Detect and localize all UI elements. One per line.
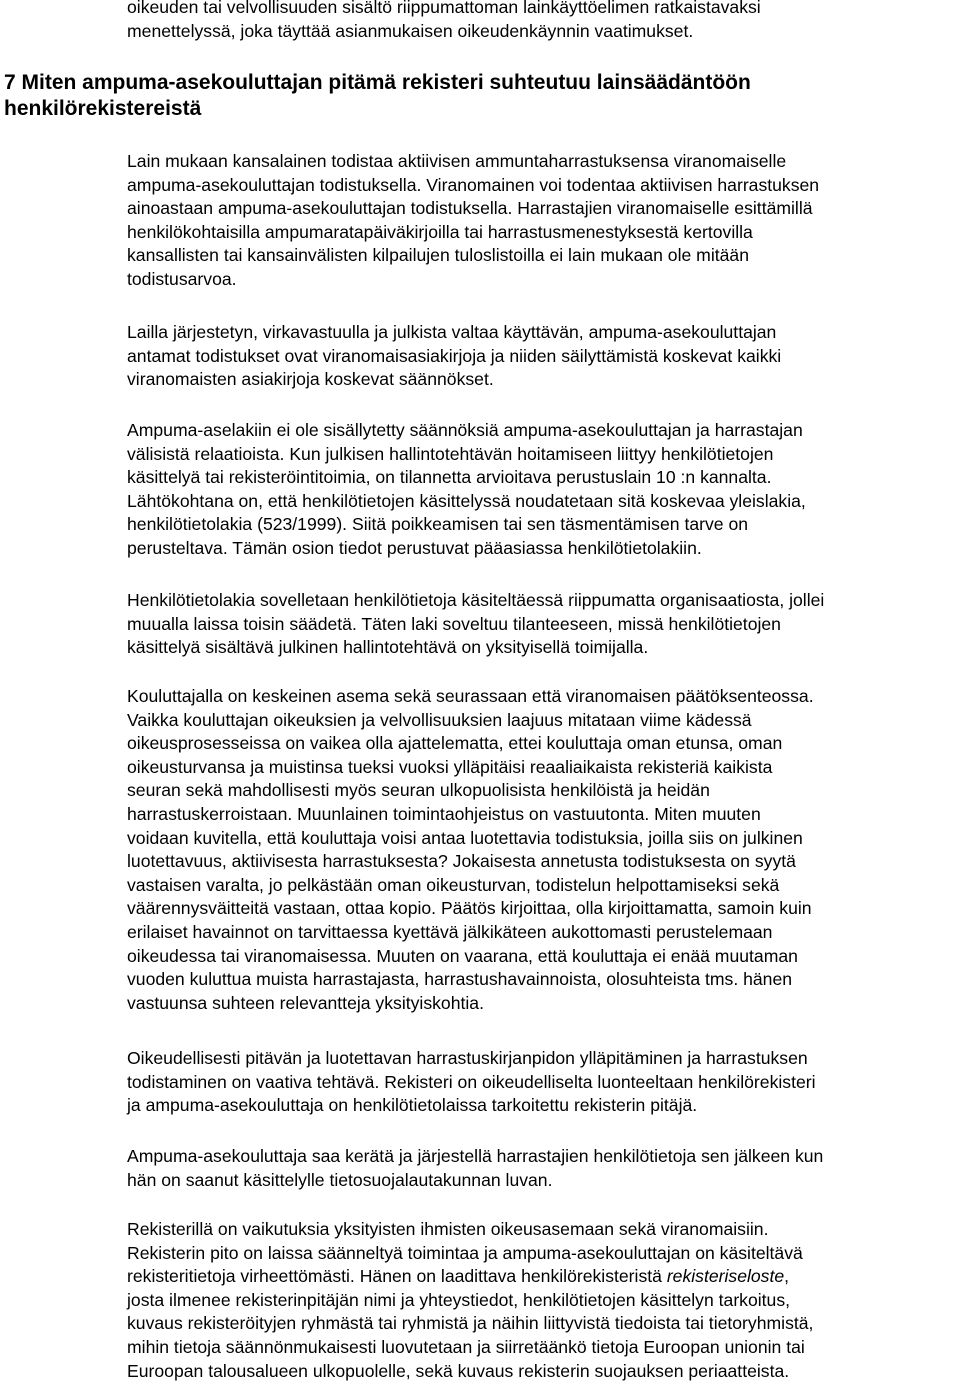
paragraph: Ampuma-asekouluttaja saa kerätä ja järjestellä harrastajien henkilötietoja sen jälkeen kun hän on saanut käsittelylle tietosuojalautakunnan luvan. — [127, 1146, 824, 1190]
italic-term: rekisteriseloste — [666, 1266, 785, 1287]
section-heading: 7 Miten ampuma-asekouluttajan pitämä rekisteri suhteutuu lainsäädäntöön henkilörekistereistä — [4, 71, 751, 120]
paragraph-continuation: oikeuden tai velvollisuuden sisältö riippumattoman lainkäyttöelimen ratkaistavaksi menettelyssä, joka täyttää asianmukaisen oikeudenkäynnin vaatimukset. — [127, 0, 761, 41]
paragraph: Lailla järjestetyn, virkavastuulla ja julkista valtaa käyttävän, ampuma-asekouluttajan antamat todistukset ovat viranomaisasiakirjoja ja niiden säilyttämistä koskevat kaikki viranomaisten asiakirjoja koskevat säännökset. — [127, 322, 782, 390]
paragraph: Henkilötietolakia sovelletaan henkilötietoja käsiteltäessä riippumatta organisaatiosta, jollei muualla laissa toisin säädetä. Täten laki soveltuu tilanteeseen, missä henkilötietojen käsittelyä sisältävä julkinen hallintotehtävä on yksityisellä toimijalla. — [127, 590, 825, 658]
paragraph-text: Rekisterillä on vaikutuksia yksityisten ihmisten oikeusasemaan sekä viranomaisiin. Rekisterin pito on laissa säänneltyä toimintaa ja ampuma-asekouluttajan on käsiteltävä rekisteritietoja virheettömästi. Hänen on laadittava henkilörekisteristä — [127, 1219, 803, 1287]
paragraph-text: , josta ilmenee rekisterinpitäjän nimi ja yhteystiedot, henkilötietojen käsittelyn tarkoitus, kuvaus rekisteröityjen ryhmästä tai ryhmistä ja näihin liittyvistä tiedoista tai tietoryhmistä, mihin tietoja säännönmukaisesti luovutetaan ja siirretäänkö tietoja Euroopan unionin tai Euroopan talousalueen ulkopuolelle, sekä kuvaus rekisterin suojauksen periaatteista. — [127, 1266, 814, 1381]
paragraph: Lain mukaan kansalainen todistaa aktiivisen ammuntaharrastuksensa viranomaiselle ampuma-asekouluttajan todistuksella. Viranomainen voi todentaa aktiivisen harrastuksen ainoastaan ampuma-asekouluttajan todistuksella. Harrastajien viranomaiselle esittämillä henkilökohtaisilla ampumaratapäiväkirjoilla tai harrastusmenestyksestä kertovilla kansallisten tai kansainvälisten kilpailujen tuloslistoilla ei lain mukaan ole mitään todistusarvoa. — [127, 151, 820, 289]
paragraph: Kouluttajalla on keskeinen asema sekä seurassaan että viranomaisen päätöksenteossa. Vaikka kouluttajan oikeuksien ja velvollisuuksien laajuus mitataan viime kädessä oikeusprosesseissa on vaikea olla ajattelematta, ettei kouluttaja oman etunsa, oman oikeusturvansa ja muistinsa tueksi vuoksi ylläpitäisi reaaliaikaista rekisteriä kaikista seuran sekä mahdollisesti myös seuran ulkopuolisista henkilöistä ja heidän harrastuskerroistaan. Muunlainen toimintaohjeistus on vastuutonta. Miten muuten voidaan kuvitella, että kouluttaja voisi antaa luotettavia todistuksia, joilla siis on julkinen luotettavuus, aktiivisesta harrastuksesta? Jokaisesta annetusta todistuksesta on syytä vastaisen varalta, jo pelkästään oman oikeusturvan, todistelun helpottamiseksi sekä väärennysväitteitä vastaan, ottaa kopio. Päätös kirjoittaa, olla kirjoittamatta, samoin kuin erilaiset havainnot on tarvittaessa kyettävä jälkikäteen aukottomasti perustelemaan oikeudessa tai viranomaisessa. Muuten on vaarana, että kouluttaja ei enää muutaman vuoden kuluttua muista harrastajasta, harrastushavainnoista, olosuhteista tms. hänen vastuunsa suhteen relevantteja yksityiskohtia. — [127, 686, 814, 1013]
paragraph: Oikeudellisesti pitävän ja luotettavan harrastuskirjanpidon ylläpitäminen ja harrastuksen todistaminen on vaativa tehtävä. Rekisteri on oikeudelliselta luonteeltaan henkilörekisteri ja ampuma-asekouluttaja on henkilötietolaissa tarkoitettu rekisterin pitäjä. — [127, 1048, 816, 1116]
paragraph-last — [127, 1218, 960, 1383]
paragraph: Ampuma-aselakiin ei ole sisällytetty säännöksiä ampuma-asekouluttajan ja harrastajan välisistä relaatioista. Kun julkisen hallintotehtävän hoitamiseen liittyy henkilötietojen käsittelyä tai rekisteröintitoimia, on tilannetta arvioitava perustuslain 10 :n kannalta. Lähtökohtana on, että henkilötietojen käsittelyssä noudatetaan sitä koskevaa yleislakia, henkilötietolakia (523/1999). Siitä poikkeamisen tai sen täsmentämisen tarve on perusteltava. Tämän osion tiedot perustuvat pääasiassa henkilötietolakiin. — [127, 420, 806, 558]
